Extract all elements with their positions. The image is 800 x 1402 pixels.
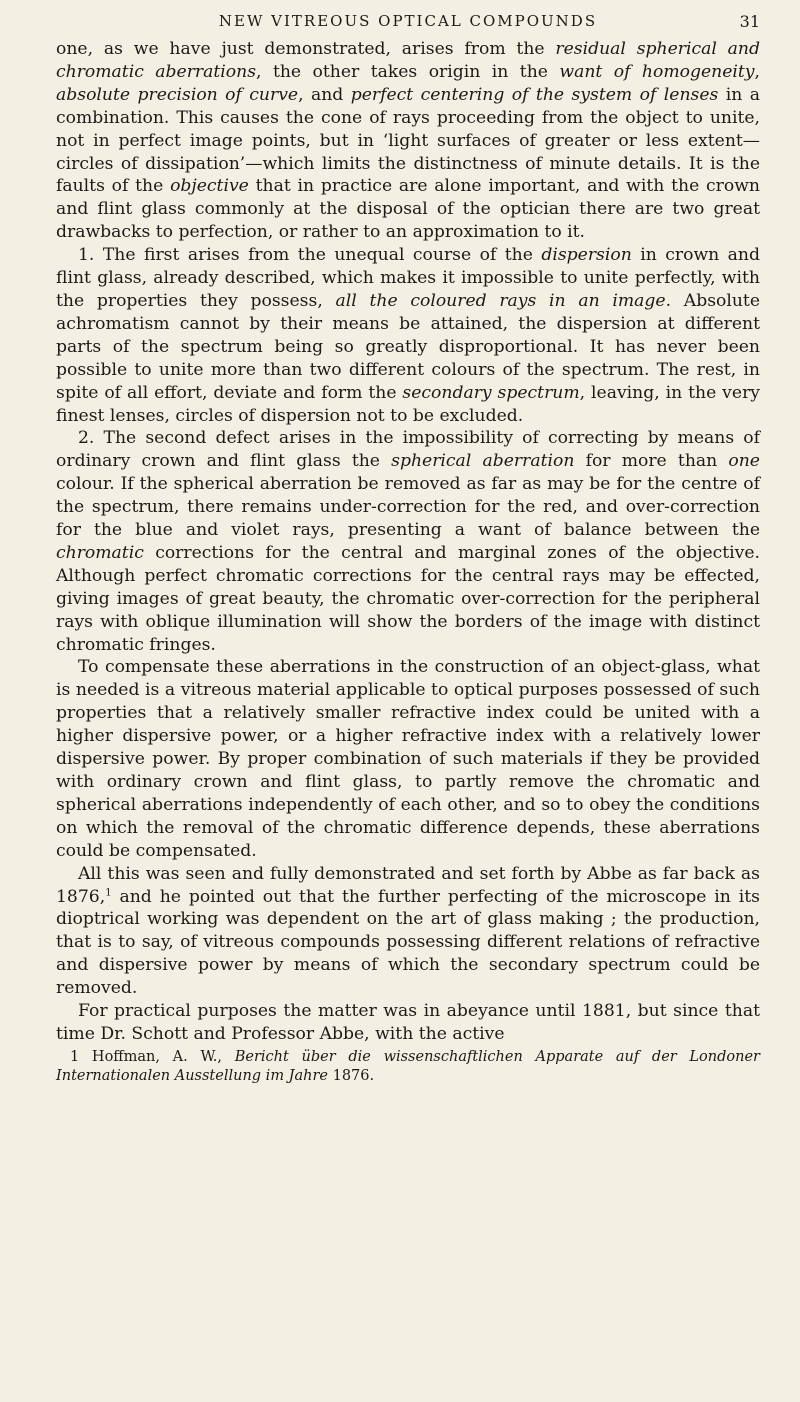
text-run: 1 (70, 1048, 80, 1065)
text-run: in crown and flint glass, already described, which makes it impossible to unite perfectly, with the properties they possess, (56, 245, 760, 311)
italic-text: absolute precision of curve (56, 84, 299, 105)
text-run: , and (298, 84, 351, 105)
text-run: corrections for the central and marginal zones of the objective. Although perfect chromatic corrections for the central rays may be effected, giving images of great beauty, the chromatic over-correction for the peripheral rays with oblique illumination will show the borders of the image with distinct chromatic fringes. (56, 542, 760, 655)
italic-text: dispersion (541, 245, 632, 266)
text-run: All this was seen and fully demonstrated and set forth by Abbe as far back as 1876, (56, 863, 760, 907)
text-run: , (754, 61, 760, 82)
text-run: For practical purposes the matter was in abeyance until 1881, but since that time Dr. Schott and Professor Abbe, with the active (56, 1001, 760, 1044)
italic-text: chromatic (56, 542, 144, 563)
text-run: 1876. (327, 1067, 375, 1084)
italic-text: spherical aberration (391, 451, 575, 472)
paragraph (56, 38, 760, 244)
italic-text: want of homogeneity (559, 61, 755, 82)
text-run: and he pointed out that the further perfecting of the microscope in its dioptrical working was dependent on the art of glass making ; the production, that is to say, of vitreous compounds possessing different relations of refractive and dispersive power by means of which the secondary spectrum could be removed. (56, 886, 760, 999)
italic-text: Bericht über die wissenschaftlichen Apparate auf der Londoner Internationalen Ausstellung im Jahre (56, 1048, 760, 1084)
paragraph (56, 427, 760, 656)
text-run: for more than (574, 451, 729, 472)
running-header (56, 12, 760, 38)
text-run: , leaving, in the very finest lenses, circles of dispersion not to be excluded. (56, 382, 760, 426)
paragraph (56, 863, 760, 1000)
text-run: 2. The second defect arises in the impossibility of correcting by means of ordinary crown and flint glass the (56, 428, 760, 472)
text-run: colour. If the spherical aberration be removed as far as may be for the centre of the spectrum, there remains under-correction for the red, and over-correction for the blue and violet rays, presenting a want of balance between the (56, 474, 760, 541)
text-run: 1. The first arises from the unequal course of the (78, 245, 542, 266)
text-run: Hoffman, A. W., (79, 1048, 235, 1065)
paragraph (56, 1000, 760, 1046)
italic-text: objective (170, 176, 249, 197)
text-run: that in practice are alone important, and with the crown and flint glass commonly at the disposal of the optician there are two great drawbacks to perfection, or rather to an approximation to it. (56, 176, 761, 243)
text-run: To compensate these aberrations in the construction of an object-glass, what is needed is a vitreous material applicable to optical purposes possessed of such properties that a relatively smaller refractive index could be united with a higher dispersive power, or a higher refractive index with a relatively lower dispersive power. By proper combination of such materials if they be provided with ordinary crown and flint glass, to partly remove the chromatic and spherical aberrations independently of each other, and so to obey the conditions on which the removal of the chromatic difference depends, these aberrations could be compensated. (56, 657, 760, 861)
body-text (56, 38, 760, 1046)
footnote (56, 1048, 760, 1086)
italic-text: perfect centering of the system of lenses (350, 84, 719, 105)
text-run: . Absolute achromatism cannot by their means be attained, the dispersion at different parts of the spectrum being so greatly disproportional. It has never been possible to unite more than two different colours of the spectrum. The rest, in spite of all effort, deviate and form the (56, 290, 761, 403)
italic-text: residual spherical and chromatic aberrations (56, 39, 760, 82)
italic-text: all the coloured rays in an image (335, 290, 666, 311)
italic-text: secondary spectrum (402, 382, 580, 403)
page-number: 31 (739, 12, 760, 31)
text-run: , the other takes origin in the (256, 61, 560, 82)
running-title: NEW VITREOUS OPTICAL COMPOUNDS (218, 12, 598, 30)
text-run: one, as we have just demonstrated, arises from the (56, 39, 556, 59)
paragraph (56, 244, 760, 427)
paragraph (56, 656, 760, 862)
italic-text: one (728, 451, 760, 472)
text-run: in a combination. This causes the cone of rays proceeding from the object to unite, not in perfect image points, but in ‘light surfaces of greater or less extent—circles of dissipation’—which limits the distinctness of minute details. It is the faults of the (56, 84, 760, 197)
footnote-marker: 1 (105, 886, 112, 898)
